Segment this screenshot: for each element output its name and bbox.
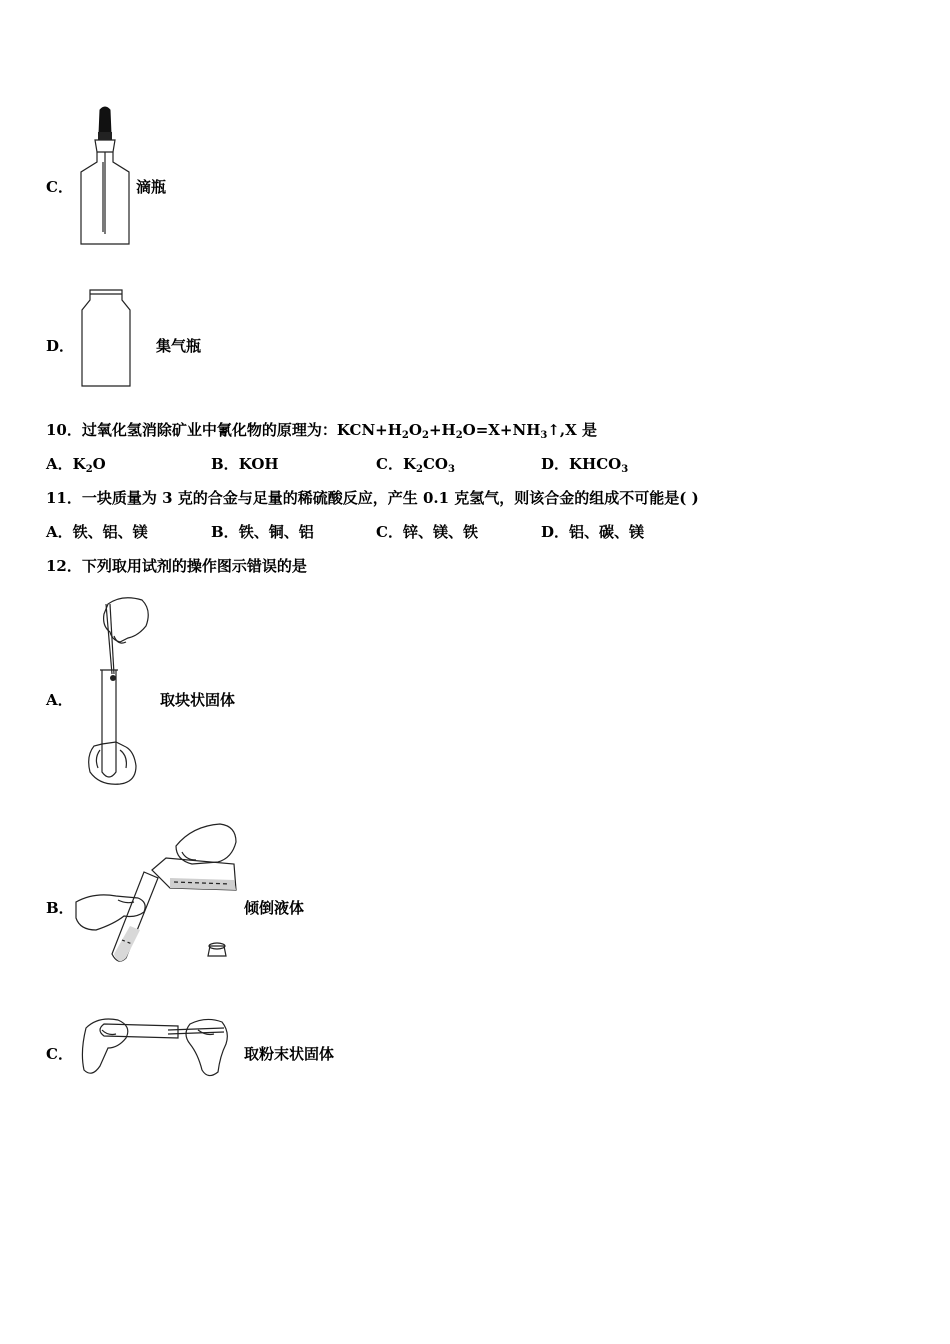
- gas-collecting-bottle-illustration: [78, 288, 134, 388]
- q10-formula: $KCN+H_2O_2+H_2O=X+NH_3↑,X$ 是: [336, 421, 598, 441]
- pour-liquid-illustration: [74, 818, 244, 968]
- q11-stem: [46, 488, 699, 508]
- take-powder-solid-illustration: [78, 1008, 238, 1084]
- q12-option-c-label[interactable]: C．: [46, 1045, 73, 1063]
- q10-stem-text: 过氧化氢消除矿业中氰化物的原理为：: [81, 421, 337, 439]
- q11-option-d[interactable]: D．铝、碳、镁: [541, 523, 645, 541]
- q12-stem: [46, 556, 307, 576]
- q11-stem-text: 一块质量为 3 克的合金与足量的稀硫酸反应，产生 0.1 克氢气，则该合金的组成不可能是( ): [81, 489, 699, 507]
- dropper-bottle-illustration: [78, 104, 133, 249]
- q9-option-c-label: C．: [46, 178, 73, 196]
- q11-option-a[interactable]: A．铁、铝、镁: [46, 523, 148, 541]
- q11-number: 11．: [46, 489, 82, 507]
- q12-option-b-caption: 倾倒液体: [244, 899, 305, 917]
- q12-option-c-caption: 取粉末状固体: [244, 1045, 335, 1063]
- q11-option-b[interactable]: B．铁、铜、铝: [211, 523, 314, 541]
- dropper-bottle-caption: 滴瓶: [136, 178, 167, 196]
- take-block-solid-illustration: [80, 596, 160, 788]
- q10-number: 10．: [46, 421, 82, 439]
- gas-bottle-caption: 集气瓶: [156, 337, 202, 355]
- q10-stem: [46, 420, 597, 440]
- q9-option-d-label: D．: [46, 337, 75, 355]
- q10-option-b[interactable]: B．KOH: [211, 455, 279, 473]
- q11-option-c[interactable]: C．锌、镁、铁: [376, 523, 478, 541]
- q10-option-d[interactable]: D．$KHCO_3$: [541, 455, 629, 475]
- q12-option-a-caption: 取块状固体: [160, 691, 236, 709]
- q10-option-c[interactable]: C．$K_2CO_3$: [376, 455, 455, 475]
- q12-stem-text: 下列取用试剂的操作图示错误的是: [81, 557, 307, 575]
- q10-option-a[interactable]: A．$K_2O$: [46, 455, 106, 475]
- q12-number: 12．: [46, 557, 82, 575]
- q12-option-a-label[interactable]: A．: [46, 691, 73, 709]
- q12-option-b-label[interactable]: B．: [46, 899, 74, 917]
